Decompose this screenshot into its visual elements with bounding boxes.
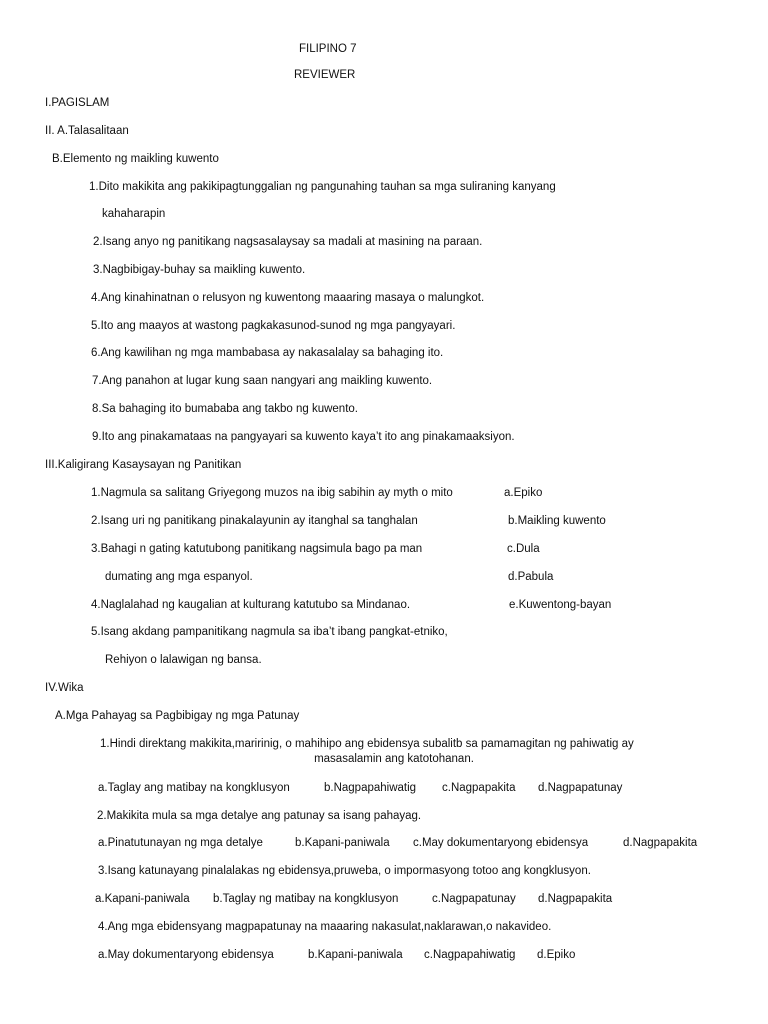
list-item: 7.Ang panahon at lugar kung saan nangyari ang maikling kuwento. xyxy=(92,375,433,387)
question-text: 3.Isang katunayang pinalalakas ng ebidensya,pruweba, o impormasyong totoo ang kongklusyon. xyxy=(98,865,591,877)
answer-choice: a.Epiko xyxy=(504,487,543,499)
answer-choice: c.Dula xyxy=(507,543,540,555)
list-item: 2.Isang anyo ng panitikang nagsasalaysay sa madali at masining na paraan. xyxy=(93,236,483,248)
list-item-continuation: kahaharapin xyxy=(102,208,166,220)
list-item: 4.Ang kinahinatnan o relusyon ng kuwentong maaaring masaya o malungkot. xyxy=(91,292,485,304)
list-item: 8.Sa bahaging ito bumababa ang takbo ng kuwento. xyxy=(92,403,358,415)
answer-choice: d.Pabula xyxy=(508,571,554,583)
answer-choice: d.Nagpapatunay xyxy=(538,782,623,794)
list-item: 4.Naglalahad ng kaugalian at kulturang katutubo sa Mindanao. xyxy=(91,599,411,611)
list-item: 6.Ang kawilihan ng mga mambabasa ay nakasalalay sa bahaging ito. xyxy=(91,347,444,359)
answer-choice: b.Maikling kuwento xyxy=(508,515,606,527)
answer-choice: b.Taglay ng matibay na kongklusyon xyxy=(213,893,399,905)
list-item-continuation: Rehiyon o lalawigan ng bansa. xyxy=(105,654,262,666)
list-item: 1.Dito makikita ang pakikipagtunggalian ng pangunahing tauhan sa mga suliraning kanyang xyxy=(89,181,556,193)
question-text: 2.Makikita mula sa mga detalye ang patunay sa isang pahayag. xyxy=(97,810,422,822)
section-heading-4: IV.Wika xyxy=(45,682,84,694)
list-item: 1.Nagmula sa salitang Griyegong muzos na ibig sabihin ay myth o mito xyxy=(91,487,453,499)
list-item: 9.Ito ang pinakamataas na pangyayari sa kuwento kaya’t ito ang pinakamaaksiyon. xyxy=(92,431,515,443)
document-subtitle: REVIEWER xyxy=(294,69,356,81)
answer-choice: c.May dokumentaryong ebidensya xyxy=(413,837,589,849)
answer-choice: a.May dokumentaryong ebidensya xyxy=(98,949,274,961)
answer-choice: d.Epiko xyxy=(537,949,576,961)
answer-choice: c.Nagpapahiwatig xyxy=(424,949,516,961)
answer-choice: e.Kuwentong-bayan xyxy=(509,599,612,611)
question-text: 1.Hindi direktang makikita,maririnig, o mahihipo ang ebidensya subalitb sa pamamagitan ng pahiwatig ay xyxy=(100,738,634,750)
document-title: FILIPINO 7 xyxy=(299,43,357,55)
answer-choice: d.Nagpapakita xyxy=(538,893,613,905)
list-item: 5.Isang akdang pampanitikang nagmula sa iba’t ibang pangkat-etniko, xyxy=(91,626,448,638)
list-item: 3.Nagbibigay-buhay sa maikling kuwento. xyxy=(93,264,306,276)
answer-choice: b.Kapani-paniwala xyxy=(295,837,390,849)
answer-choice: c.Nagpapakita xyxy=(442,782,516,794)
list-item: 5.Ito ang maayos at wastong pagkakasunod-sunod ng mga pangyayari. xyxy=(91,320,456,332)
question-text: 4.Ang mga ebidensyang magpapatunay na maaaring nakasulat,naklarawan,o nakavideo. xyxy=(98,921,552,933)
answer-choice: a.Kapani-paniwala xyxy=(95,893,190,905)
answer-choice: c.Nagpapatunay xyxy=(432,893,516,905)
section-heading-2: II. A.Talasalitaan xyxy=(45,125,129,137)
list-item: 2.Isang uri ng panitikang pinakalayunin ay itanghal sa tanghalan xyxy=(91,515,418,527)
subsection-heading-4a: A.Mga Pahayag sa Pagbibigay ng mga Patunay xyxy=(55,710,300,722)
answer-choice: b.Kapani-paniwala xyxy=(308,949,403,961)
list-item-continuation: dumating ang mga espanyol. xyxy=(105,571,253,583)
answer-choice: a.Pinatutunayan ng mga detalye xyxy=(98,837,263,849)
question-text-continuation: masasalamin ang katotohanan. xyxy=(314,753,474,765)
section-heading-1: I.PAGISLAM xyxy=(45,97,110,109)
section-heading-3: III.Kaligirang Kasaysayan ng Panitikan xyxy=(45,459,242,471)
answer-choice: d.Nagpapakita xyxy=(623,837,698,849)
list-item: 3.Bahagi n gating katutubong panitikang nagsimula bago pa man xyxy=(91,543,423,555)
answer-choice: b.Nagpapahiwatig xyxy=(324,782,417,794)
answer-choice: a.Taglay ang matibay na kongklusyon xyxy=(98,782,290,794)
subsection-heading-2b: B.Elemento ng maikling kuwento xyxy=(52,153,219,165)
